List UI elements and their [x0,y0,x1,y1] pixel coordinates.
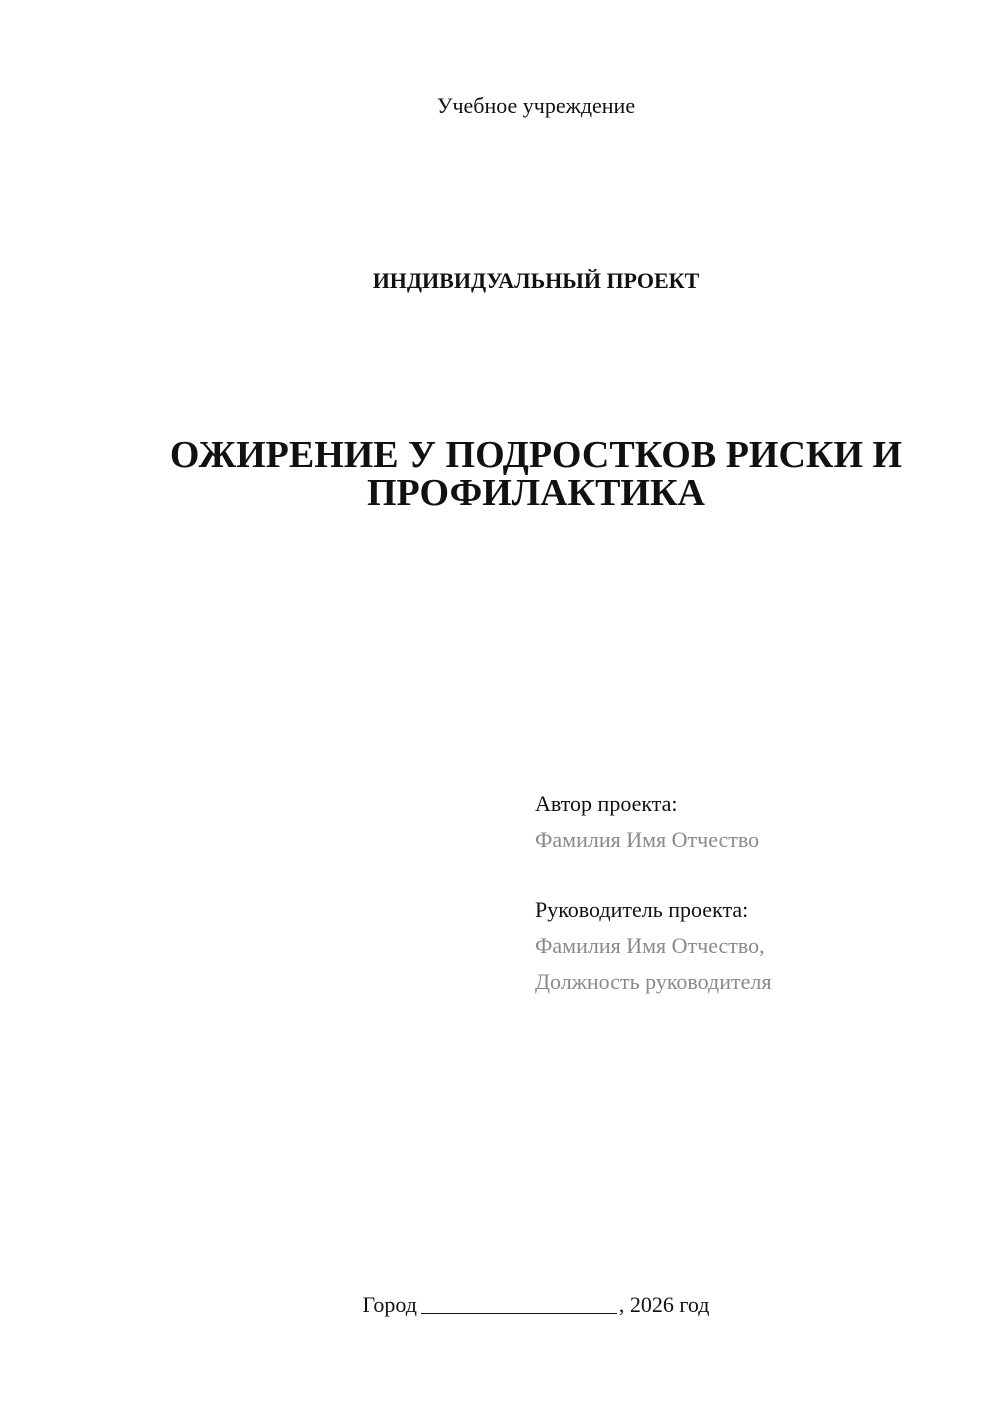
project-title-line-2: ПРОФИЛАКТИКА [367,472,705,514]
author-block [535,786,975,858]
supervisor-name-placeholder: Фамилия Имя Отчество, [535,933,765,958]
year-text: , 2026 год [618,1292,710,1317]
institution-name: Учебное учреждение [436,93,636,118]
project-title [0,436,1000,512]
city-blank-line [421,1293,617,1314]
city-label: Город [362,1292,417,1317]
project-type-heading: ИНДИВИДУАЛЬНЫЙ ПРОЕКТ [372,268,700,293]
project-title-line-1: ОЖИРЕНИЕ У ПОДРОСТКОВ РИСКИ И [169,434,903,476]
supervisor-block [535,892,975,1000]
footer-city-year [0,1291,1000,1319]
author-label: Автор проекта: [535,791,678,816]
author-name-placeholder: Фамилия Имя Отчество [535,827,760,852]
supervisor-position-placeholder: Должность руководителя [535,969,772,994]
supervisor-label: Руководитель проекта: [535,897,749,922]
